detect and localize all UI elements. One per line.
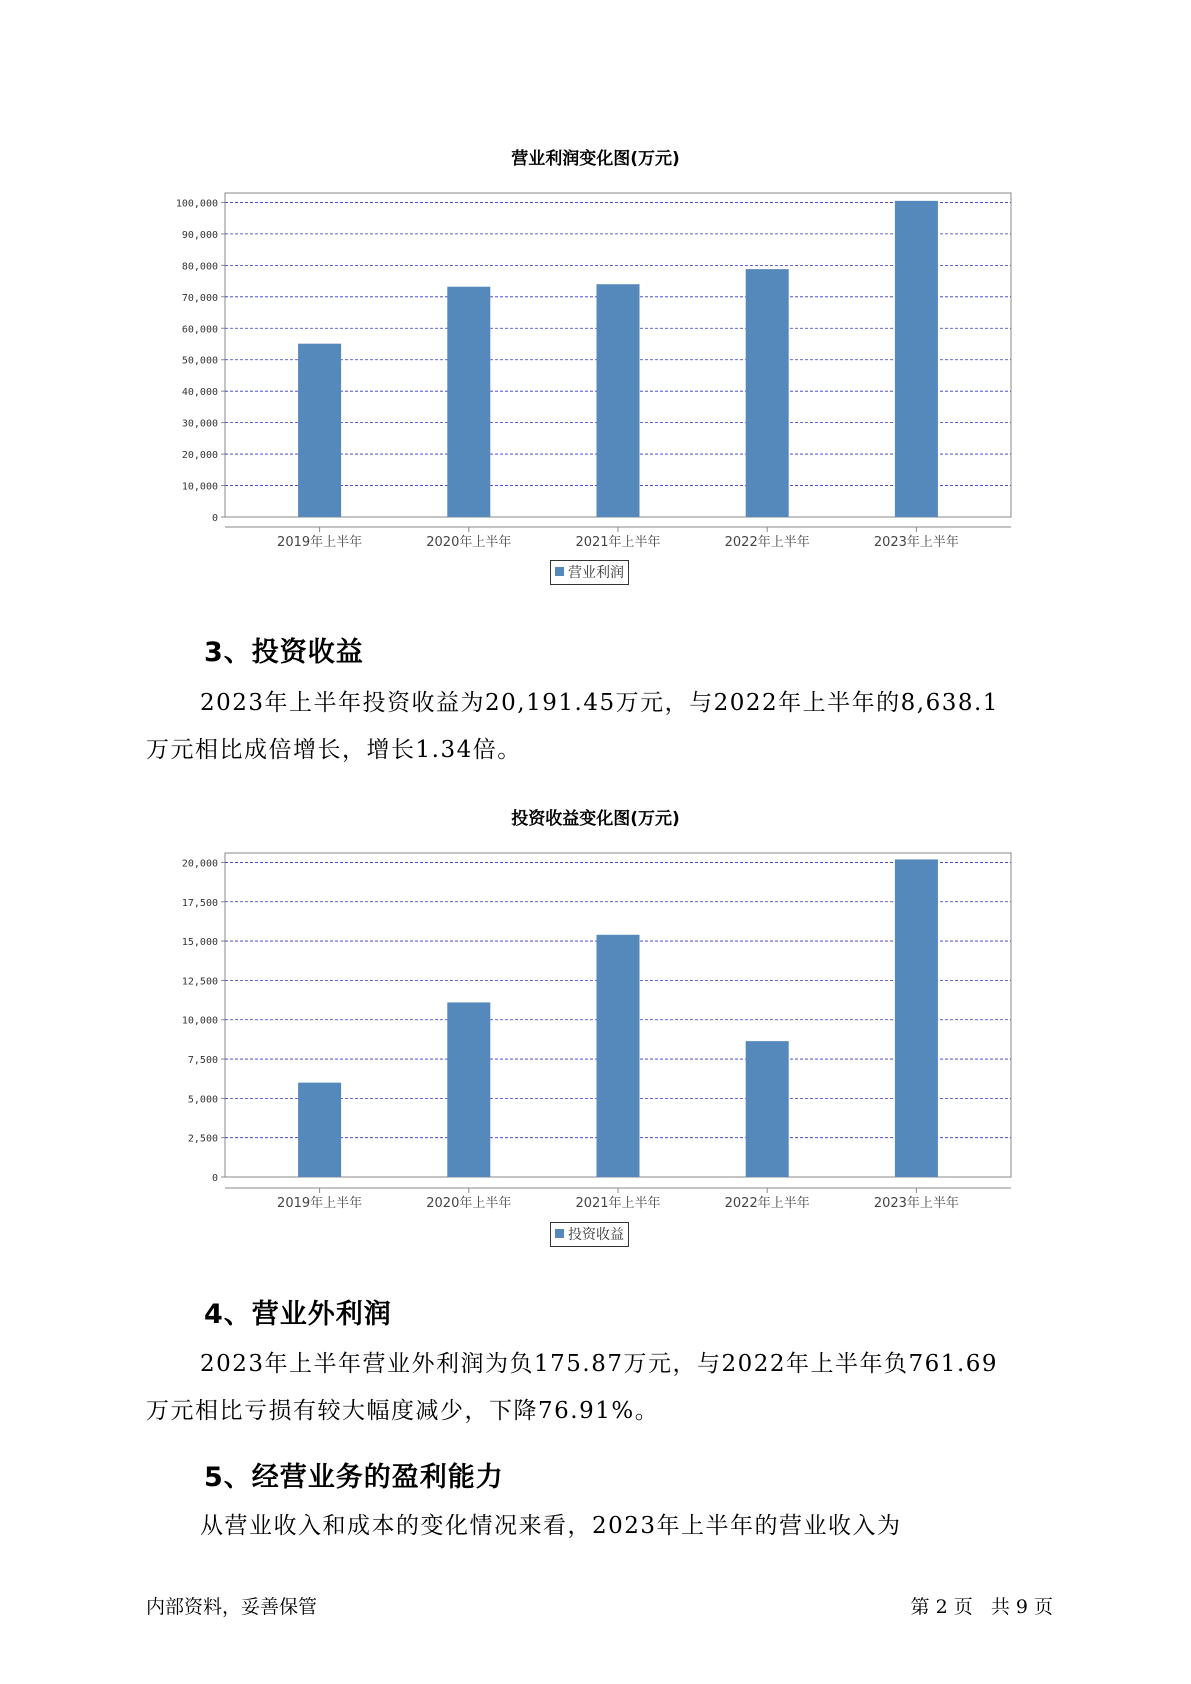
section4-heading: 4、营业外利润 [204,1299,392,1330]
x-tick-label: 2022年上半年 [724,535,810,550]
y-tick-label: 15,000 [181,937,218,949]
section3-heading: 3、投资收益 [204,637,364,668]
footer-confidential: 内部资料，妥善保管 [146,1596,318,1618]
y-tick-label: 100,000 [175,198,218,210]
y-tick-label: 0 [211,513,218,524]
section3-line-2: 万元相比成倍增长，增长1.34倍。 [146,737,522,763]
x-tick-label: 2019年上半年 [277,1196,363,1211]
bar-0 [298,1083,341,1177]
y-tick-label: 40,000 [181,387,218,399]
y-tick-label: 10,000 [181,1015,218,1027]
y-tick-label: 7,500 [187,1055,218,1067]
section4-paragraph [146,1341,1046,1435]
bar-4 [895,859,938,1177]
chart2-title: 投资收益变化图(万元) [511,809,680,829]
section4-line-1: 2023年上半年营业外利润为负175.87万元，与2022年上半年负761.69 [200,1351,999,1377]
section4-line-2: 万元相比亏损有较大幅度减少，下降76.91%。 [146,1398,660,1424]
y-tick-label: 90,000 [181,229,218,241]
y-tick-label: 30,000 [181,418,218,430]
y-tick-label: 20,000 [181,450,218,462]
y-tick-label: 20,000 [181,858,218,870]
bar-3 [746,1041,789,1177]
chart1-title: 营业利润变化图(万元) [511,149,680,169]
y-tick-label: 60,000 [181,324,218,336]
y-tick-label: 17,500 [181,897,218,909]
section5-heading: 5、经营业务的盈利能力 [204,1462,504,1493]
y-tick-label: 80,000 [181,261,218,273]
legend-swatch [555,1229,564,1238]
section3-line-1: 2023年上半年投资收益为20,191.45万元，与2022年上半年的8,638.1 [200,690,999,716]
y-tick-label: 10,000 [181,481,218,493]
y-tick-label: 2,500 [187,1133,218,1145]
x-tick-label: 2021年上半年 [575,1196,661,1211]
bar-1 [447,1002,490,1177]
y-tick-label: 5,000 [187,1094,218,1106]
x-tick-label: 2020年上半年 [426,1196,512,1211]
y-tick-label: 12,500 [181,976,218,988]
bar-2 [597,935,640,1177]
x-tick-label: 2023年上半年 [873,535,959,550]
x-tick-label: 2019年上半年 [277,535,363,550]
x-tick-label: 2022年上半年 [724,1196,810,1211]
x-tick-label: 2020年上半年 [426,535,512,550]
chart1-legend-label: 营业利润 [568,565,624,581]
section5-line-1: 从营业收入和成本的变化情况来看，2023年上半年的营业收入为 [200,1513,902,1539]
y-tick-label: 0 [211,1173,218,1184]
footer-page-number: 第 2 页 共 9 页 [910,1596,1053,1618]
x-tick-label: 2023年上半年 [873,1196,959,1211]
chart2-legend-label: 投资收益 [568,1227,624,1243]
section5-paragraph [146,1503,1046,1550]
y-tick-label: 70,000 [181,292,218,304]
x-tick-label: 2021年上半年 [575,535,661,550]
y-tick-label: 50,000 [181,355,218,367]
chart2-legend [550,1222,629,1247]
